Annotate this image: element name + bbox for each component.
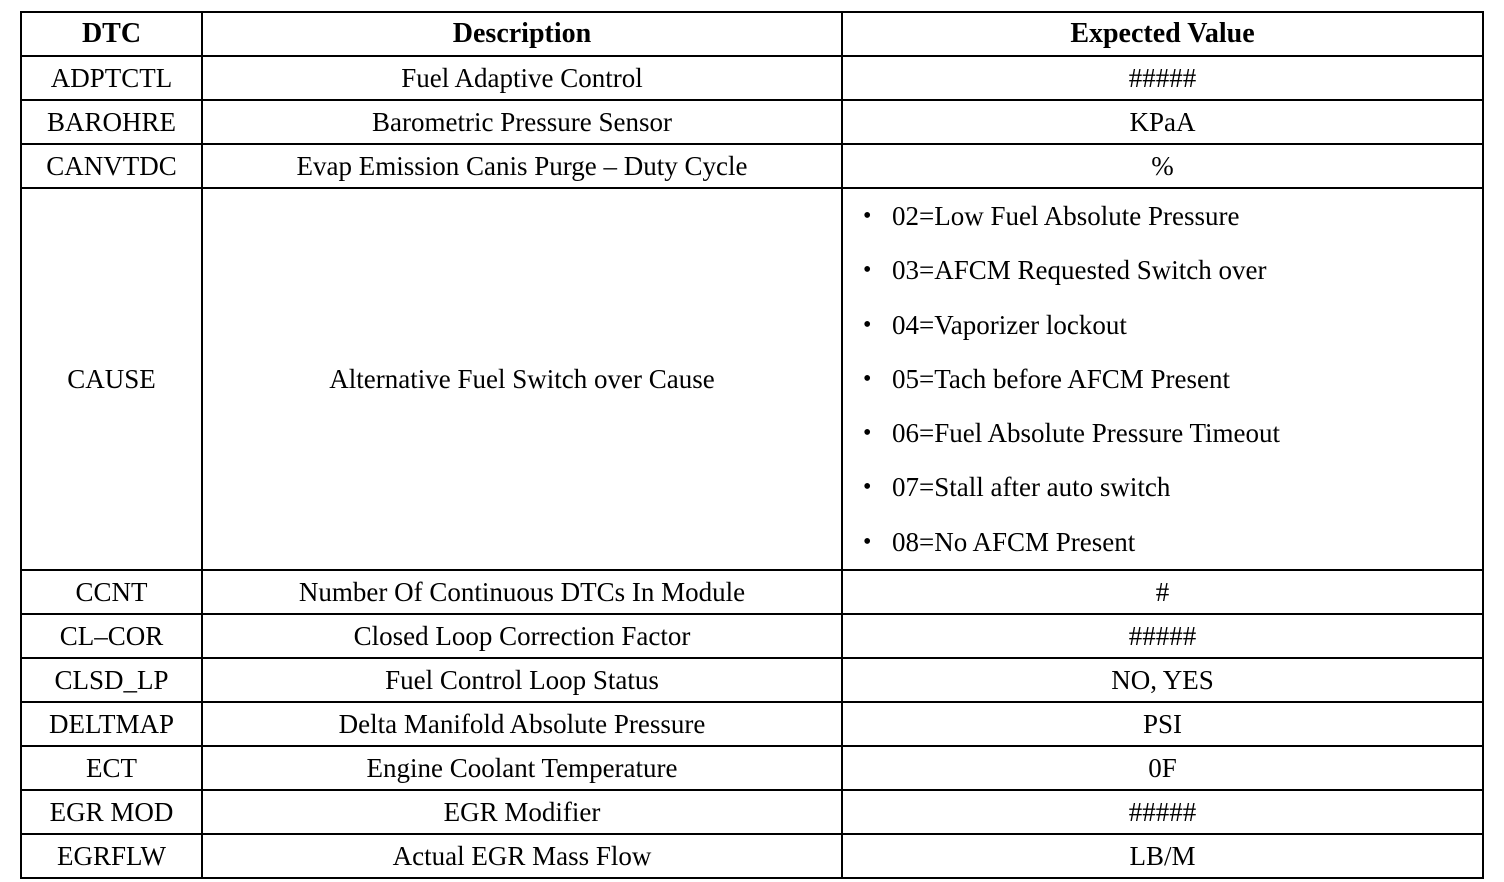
expected-value-cell: NO, YES [842, 658, 1483, 702]
list-item [863, 515, 1482, 569]
description-cell: Closed Loop Correction Factor [202, 614, 842, 658]
table-row [21, 614, 1483, 658]
dtc-cell: ECT [21, 746, 202, 790]
dtc-cell: DELTMAP [21, 702, 202, 746]
header-expected-value: Expected Value [842, 12, 1483, 56]
table-row [21, 834, 1483, 878]
table-row [21, 746, 1483, 790]
table-row [21, 56, 1483, 100]
description-cell: Fuel Adaptive Control [202, 56, 842, 100]
dtc-cell: EGRFLW [21, 834, 202, 878]
list-item-text: 02=Low Fuel Absolute Pressure [892, 201, 1240, 231]
expected-value-cell: KPaA [842, 100, 1483, 144]
expected-value-cell: LB/M [842, 834, 1483, 878]
list-item [863, 406, 1482, 460]
bullet-icon: • [863, 528, 872, 555]
expected-value-cell: % [842, 144, 1483, 188]
list-item-text: 05=Tach before AFCM Present [892, 363, 1231, 394]
bullet-icon: • [863, 257, 872, 284]
description-cell: Number Of Continuous DTCs In Module [202, 570, 842, 614]
description-cell: Engine Coolant Temperature [202, 746, 842, 790]
dtc-cell: CCNT [21, 570, 202, 614]
description-cell: Evap Emission Canis Purge – Duty Cycle [202, 144, 842, 188]
list-item [863, 189, 1482, 243]
expected-value-cell: 0F [842, 746, 1483, 790]
header-description: Description [202, 12, 842, 56]
header-dtc: DTC [21, 12, 202, 56]
description-cell: Barometric Pressure Sensor [202, 100, 842, 144]
expected-value-cell: ##### [842, 614, 1483, 658]
expected-value-cell: ##### [842, 56, 1483, 100]
list-item-text: 06=Fuel Absolute Pressure Timeout [892, 418, 1281, 449]
dtc-table [20, 11, 1484, 879]
table-row [21, 100, 1483, 144]
list-item-text: 08=No AFCM Present [892, 526, 1136, 557]
list-item-text: 04=Vaporizer lockout [892, 309, 1127, 340]
dtc-cell: CANVTDC [21, 144, 202, 188]
header-row [21, 12, 1483, 56]
expected-value-cell: # [842, 570, 1483, 614]
dtc-cell: ADPTCTL [21, 56, 202, 100]
dtc-cell: EGR MOD [21, 790, 202, 834]
bullet-icon: • [863, 203, 872, 229]
expected-value-list-cell [842, 188, 1483, 570]
dtc-cell: CL–COR [21, 614, 202, 658]
table-row [21, 790, 1483, 834]
expected-value-cell: PSI [842, 702, 1483, 746]
dtc-cell: CAUSE [21, 188, 202, 570]
table-row [21, 144, 1483, 188]
list-item-text: 03=AFCM Requested Switch over [892, 255, 1267, 286]
expected-value-cell: ##### [842, 790, 1483, 834]
description-cell: Actual EGR Mass Flow [202, 834, 842, 878]
dtc-cell: CLSD_LP [21, 658, 202, 702]
bullet-icon: • [863, 420, 872, 447]
bullet-icon: • [863, 474, 872, 501]
list-item [863, 298, 1482, 352]
table-row [21, 702, 1483, 746]
description-cell: Fuel Control Loop Status [202, 658, 842, 702]
list-item [863, 460, 1482, 514]
list-item-text: 07=Stall after auto switch [892, 472, 1171, 503]
bullet-icon: • [863, 311, 872, 338]
list-item [863, 352, 1482, 406]
table-row [21, 570, 1483, 614]
table-row [21, 658, 1483, 702]
description-cell: Alternative Fuel Switch over Cause [202, 188, 842, 570]
list-item [863, 243, 1482, 297]
dtc-cell: BAROHRE [21, 100, 202, 144]
description-cell: Delta Manifold Absolute Pressure [202, 702, 842, 746]
table-row-cause [21, 188, 1483, 570]
cause-value-list [843, 189, 1482, 569]
description-cell: EGR Modifier [202, 790, 842, 834]
bullet-icon: • [863, 365, 872, 392]
